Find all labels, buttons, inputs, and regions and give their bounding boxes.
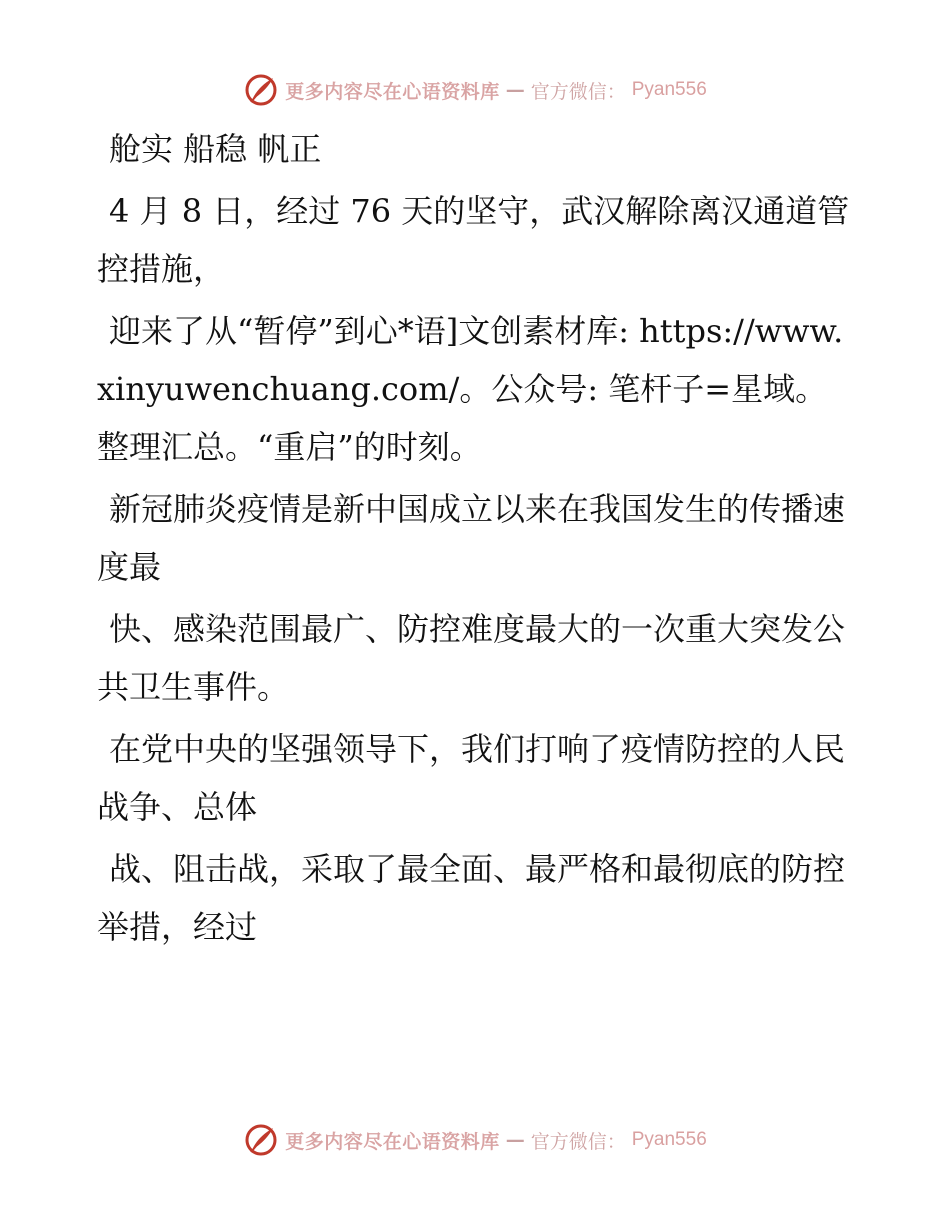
paragraph xyxy=(97,120,857,178)
paragraph xyxy=(97,480,857,596)
document-body xyxy=(97,120,857,960)
paragraph xyxy=(97,600,857,716)
footer-contact-label: 官方微信： xyxy=(530,1130,626,1153)
paragraph xyxy=(97,720,857,836)
paragraph xyxy=(97,182,857,298)
paragraph-text: 新冠肺炎疫情是新中国成立以来在我国发生的传播速度最 xyxy=(97,490,846,586)
paragraph-text: 战、阻击战，采取了最全面、最严格和最彻底的防控举措，经过 xyxy=(97,850,846,946)
header-brand-text: 更多内容尽在心语资料库 xyxy=(285,80,500,103)
footer-separator: — xyxy=(505,1129,525,1151)
paragraph-text: 快、感染范围最广、防控难度最大的一次重大突发公共卫生事件。 xyxy=(97,610,846,706)
footer-brand-text: 更多内容尽在心语资料库 xyxy=(285,1130,500,1153)
quill-logo-icon xyxy=(243,72,279,108)
paragraph-text: 4 月 8 日，经过 76 天的坚守，武汉解除离汉通道管控措施， xyxy=(97,192,850,288)
quill-logo-icon xyxy=(243,1122,279,1158)
header-contact-id: Pyan556 xyxy=(631,79,707,100)
paragraph-text: 舱实 船稳 帆正 xyxy=(109,130,322,168)
paragraph xyxy=(97,302,857,476)
header-banner xyxy=(0,70,950,110)
header-separator: — xyxy=(505,79,525,101)
footer-contact-id: Pyan556 xyxy=(631,1129,707,1150)
paragraph-text: 在党中央的坚强领导下，我们打响了疫情防控的人民战争、总体 xyxy=(97,730,846,826)
header-banner-inner xyxy=(243,72,707,108)
paragraph xyxy=(97,840,857,956)
footer-banner xyxy=(0,1120,950,1160)
header-contact-label: 官方微信： xyxy=(530,80,626,103)
paragraph-text: 迎来了从“暂停”到心*语]文创素材库: https://www.xinyuwenchuang.com/。公众号: 笔杆子=星域。整理汇总。“重启”的时刻。 xyxy=(97,312,844,466)
footer-banner-inner xyxy=(243,1122,707,1158)
